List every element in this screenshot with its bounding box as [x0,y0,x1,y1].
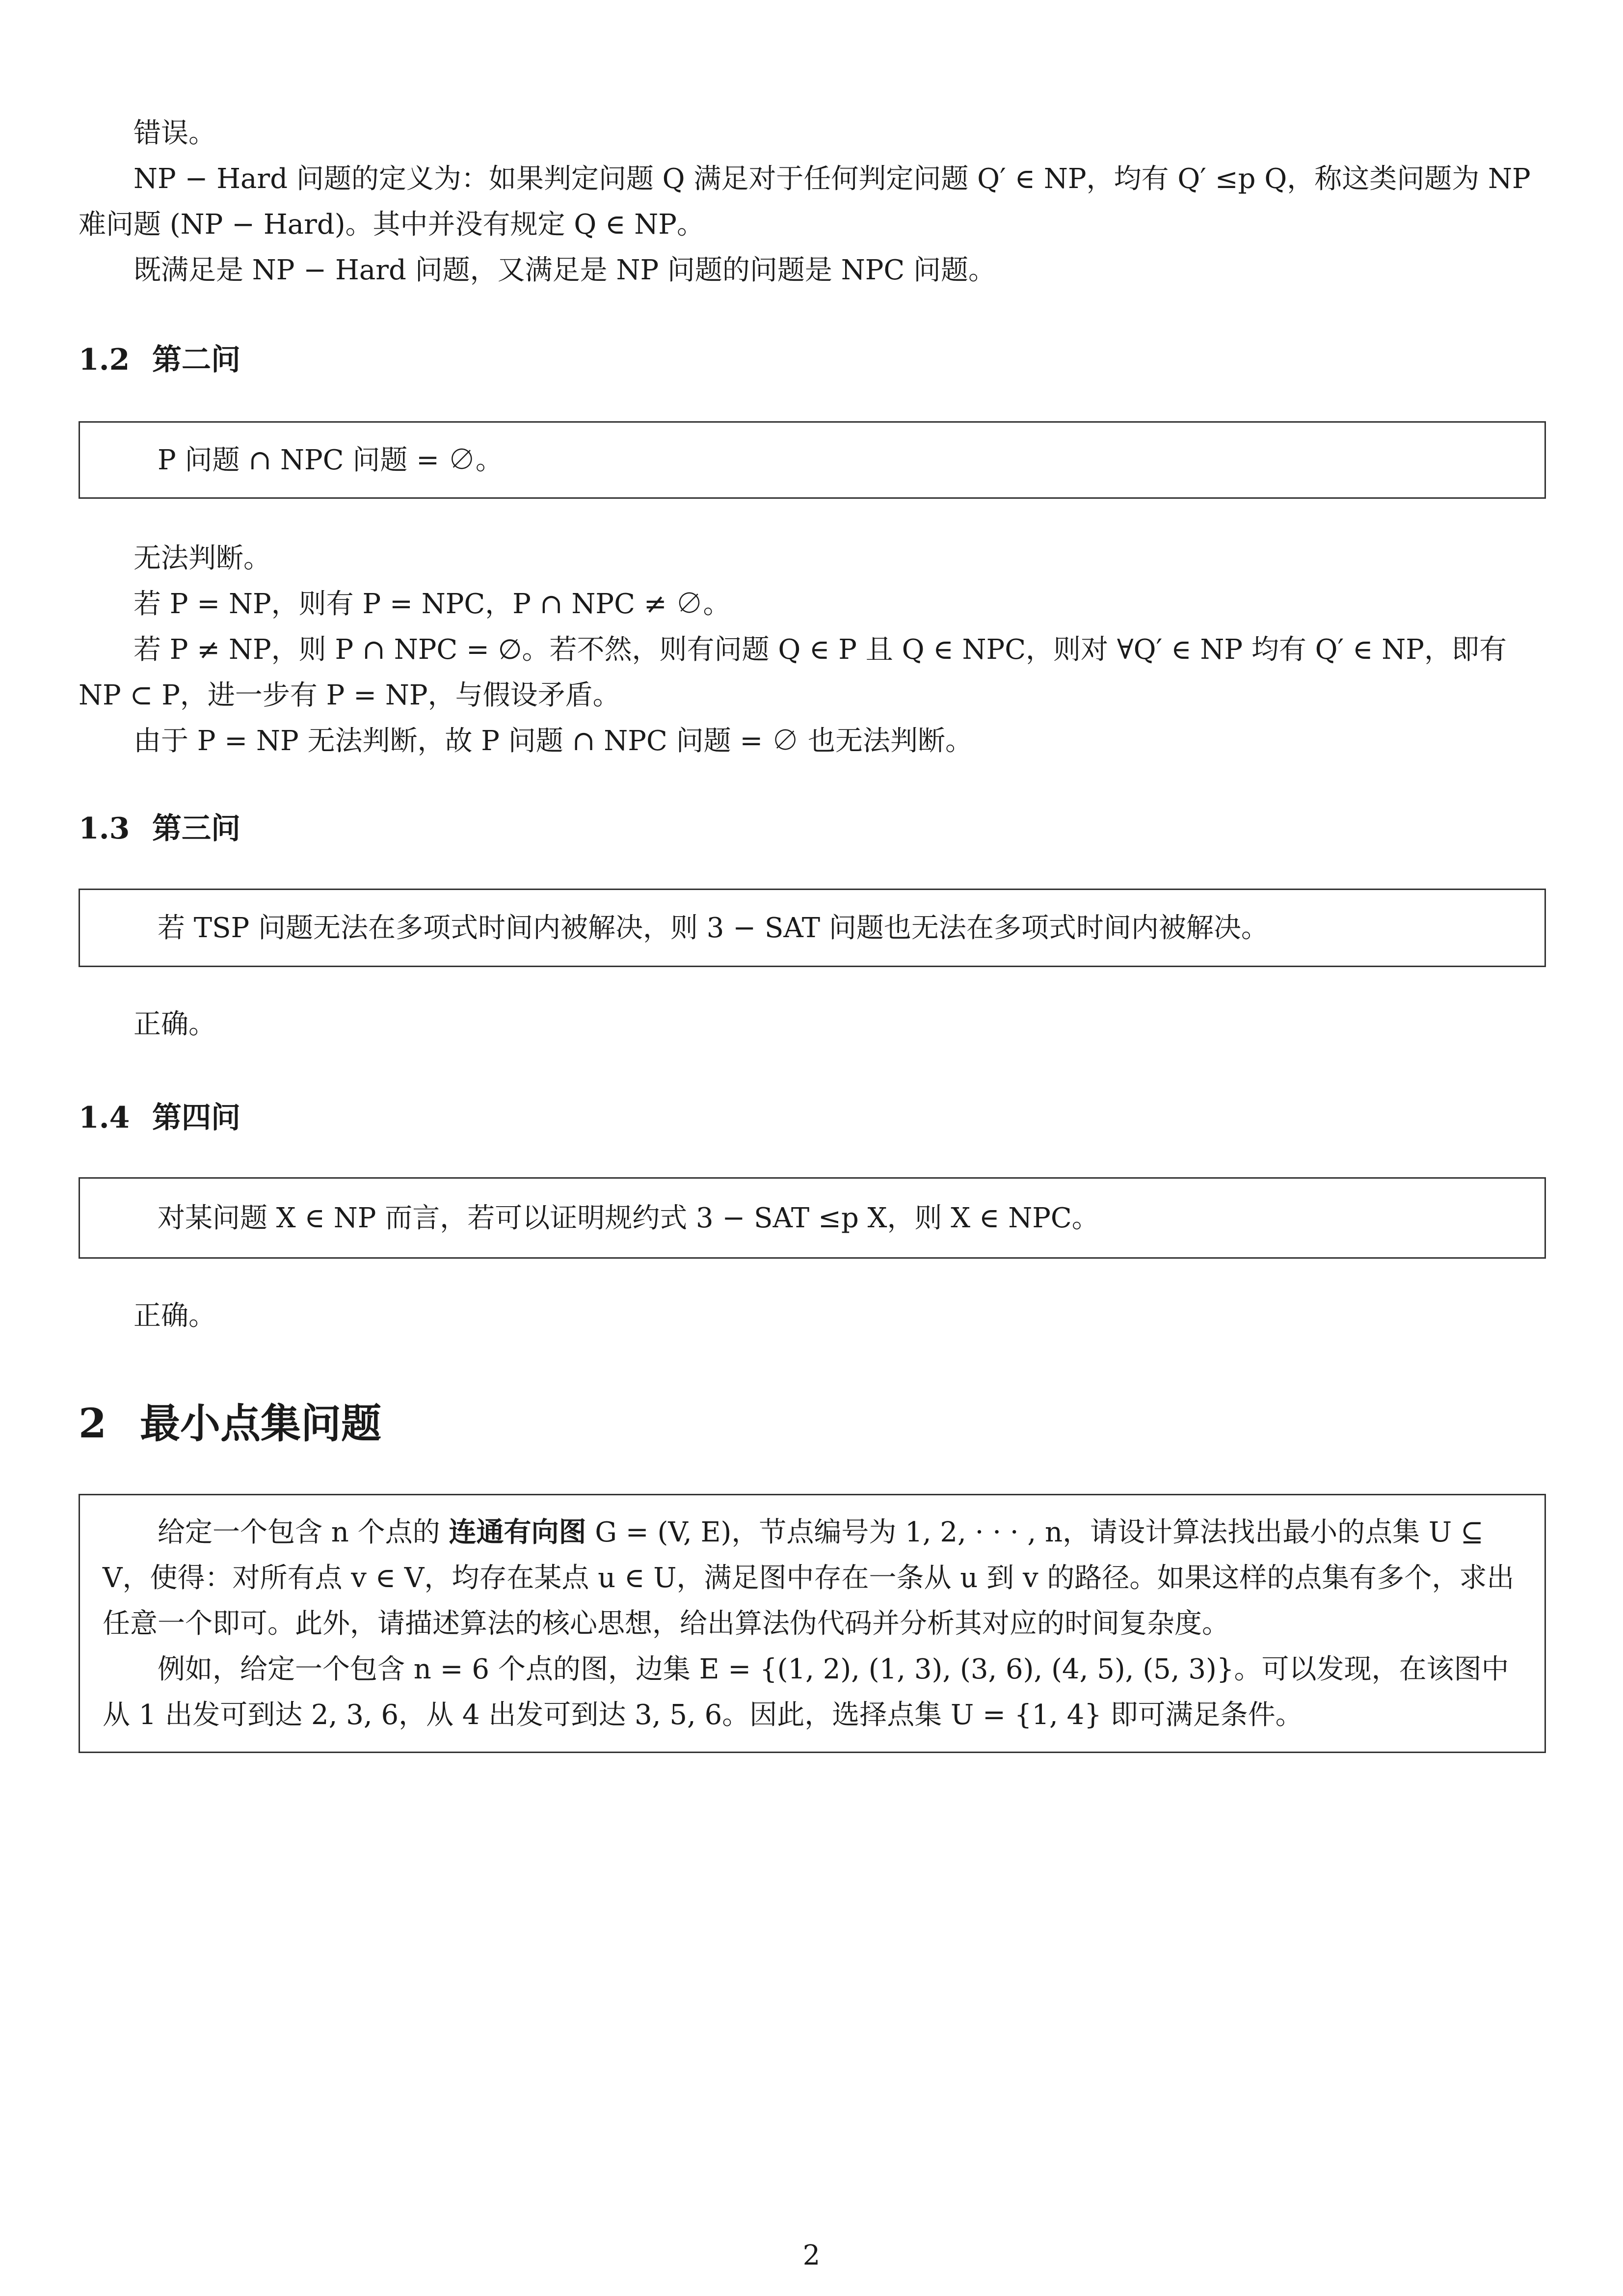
intro-line-1: 错误。 [133,117,216,149]
problem-text-bold: 连通有向图 [449,1515,586,1548]
question-box-1-3 [79,889,1546,967]
section-number: 1.3 [79,811,130,846]
section-1-2-heading [79,340,240,379]
section-number: 1.2 [79,343,130,377]
question-text: 对某问题 X ∈ NP 而言，若可以证明规约式 3 − SAT ≤p X，则 X ∈ NPC。 [158,1202,1099,1234]
section-2-heading [79,1399,381,1448]
npc-definition: 既满足是 NP − Hard 问题，又满足是 NP 问题的问题是 NPC 问题。 [133,254,996,286]
section-title: 第四问 [152,1101,240,1135]
section-1-3-heading [79,809,240,848]
answer-line-4: 由于 P = NP 无法判断，故 P 问题 ∩ NPC 问题 = ∅ 也无法判断。 [133,725,973,757]
problem-text-pre: 给定一个包含 n 个点的 [158,1516,449,1548]
answer-line: 正确。 [133,1300,216,1332]
section-number: 1.4 [79,1101,130,1135]
problem-statement [103,1510,1522,1647]
problem-example: 例如，给定一个包含 n = 6 个点的图，边集 E = {(1, 2), (1, 3), (3, 6), (4, 5), (5, 3)}。可以发现，在该图中从 1 出发可到达 2, 3, 6，从 4 出发可到达 3, 5, 6。因此，选择点集 U = {1, 4} 即可满足条件。 [103,1653,1509,1731]
section-title: 第三问 [152,811,240,846]
problem-box-2 [79,1494,1546,1753]
section-title: 第二问 [152,343,240,377]
page-number: 2 [802,2240,821,2271]
answer-line: 正确。 [133,1008,216,1040]
question-box-1-4 [79,1177,1546,1259]
section-number: 2 [79,1400,107,1447]
question-text: P 问题 ∩ NPC 问题 = ∅。 [158,444,503,476]
question-text: 若 TSP 问题无法在多项式时间内被解决，则 3 − SAT 问题也无法在多项式时间内被解决。 [158,912,1269,944]
answer-line-1: 无法判断。 [133,542,271,574]
question-box-1-2 [79,421,1546,499]
answer-line-2: 若 P = NP，则有 P = NPC，P ∩ NPC ≠ ∅。 [133,588,731,620]
section-title: 最小点集问题 [140,1400,382,1447]
np-hard-definition: NP − Hard 问题的定义为：如果判定问题 Q 满足对于任何判定问题 Q′ ∈ NP，均有 Q′ ≤p Q，称这类问题为 NP 难问题 (NP − Hard)。其中并没有规定 Q ∈ NP。 [79,163,1531,241]
problem-text-post: G = (V, E)，节点编号为 1, 2, · · · , n，请设计算法找出最小的点集 U ⊆ V，使得：对所有点 v ∈ V，均存在某点 u ∈ U，满足图中存在一条从 u 到 v 的路径。如果这样的点集有多个，求出任意一个即可。此外，请描述算法的核心思想，给出算法伪代码并分析其对应的时间复杂度。 [103,1516,1515,1640]
answer-line-3: 若 P ≠ NP，则 P ∩ NPC = ∅。若不然，则有问题 Q ∈ P 且 Q ∈ NPC，则对 ∀Q′ ∈ NP 均有 Q′ ∈ NP，即有 NP ⊂ P，进一步有 P = NP，与假设矛盾。 [79,634,1507,711]
section-1-4-heading [79,1098,240,1137]
